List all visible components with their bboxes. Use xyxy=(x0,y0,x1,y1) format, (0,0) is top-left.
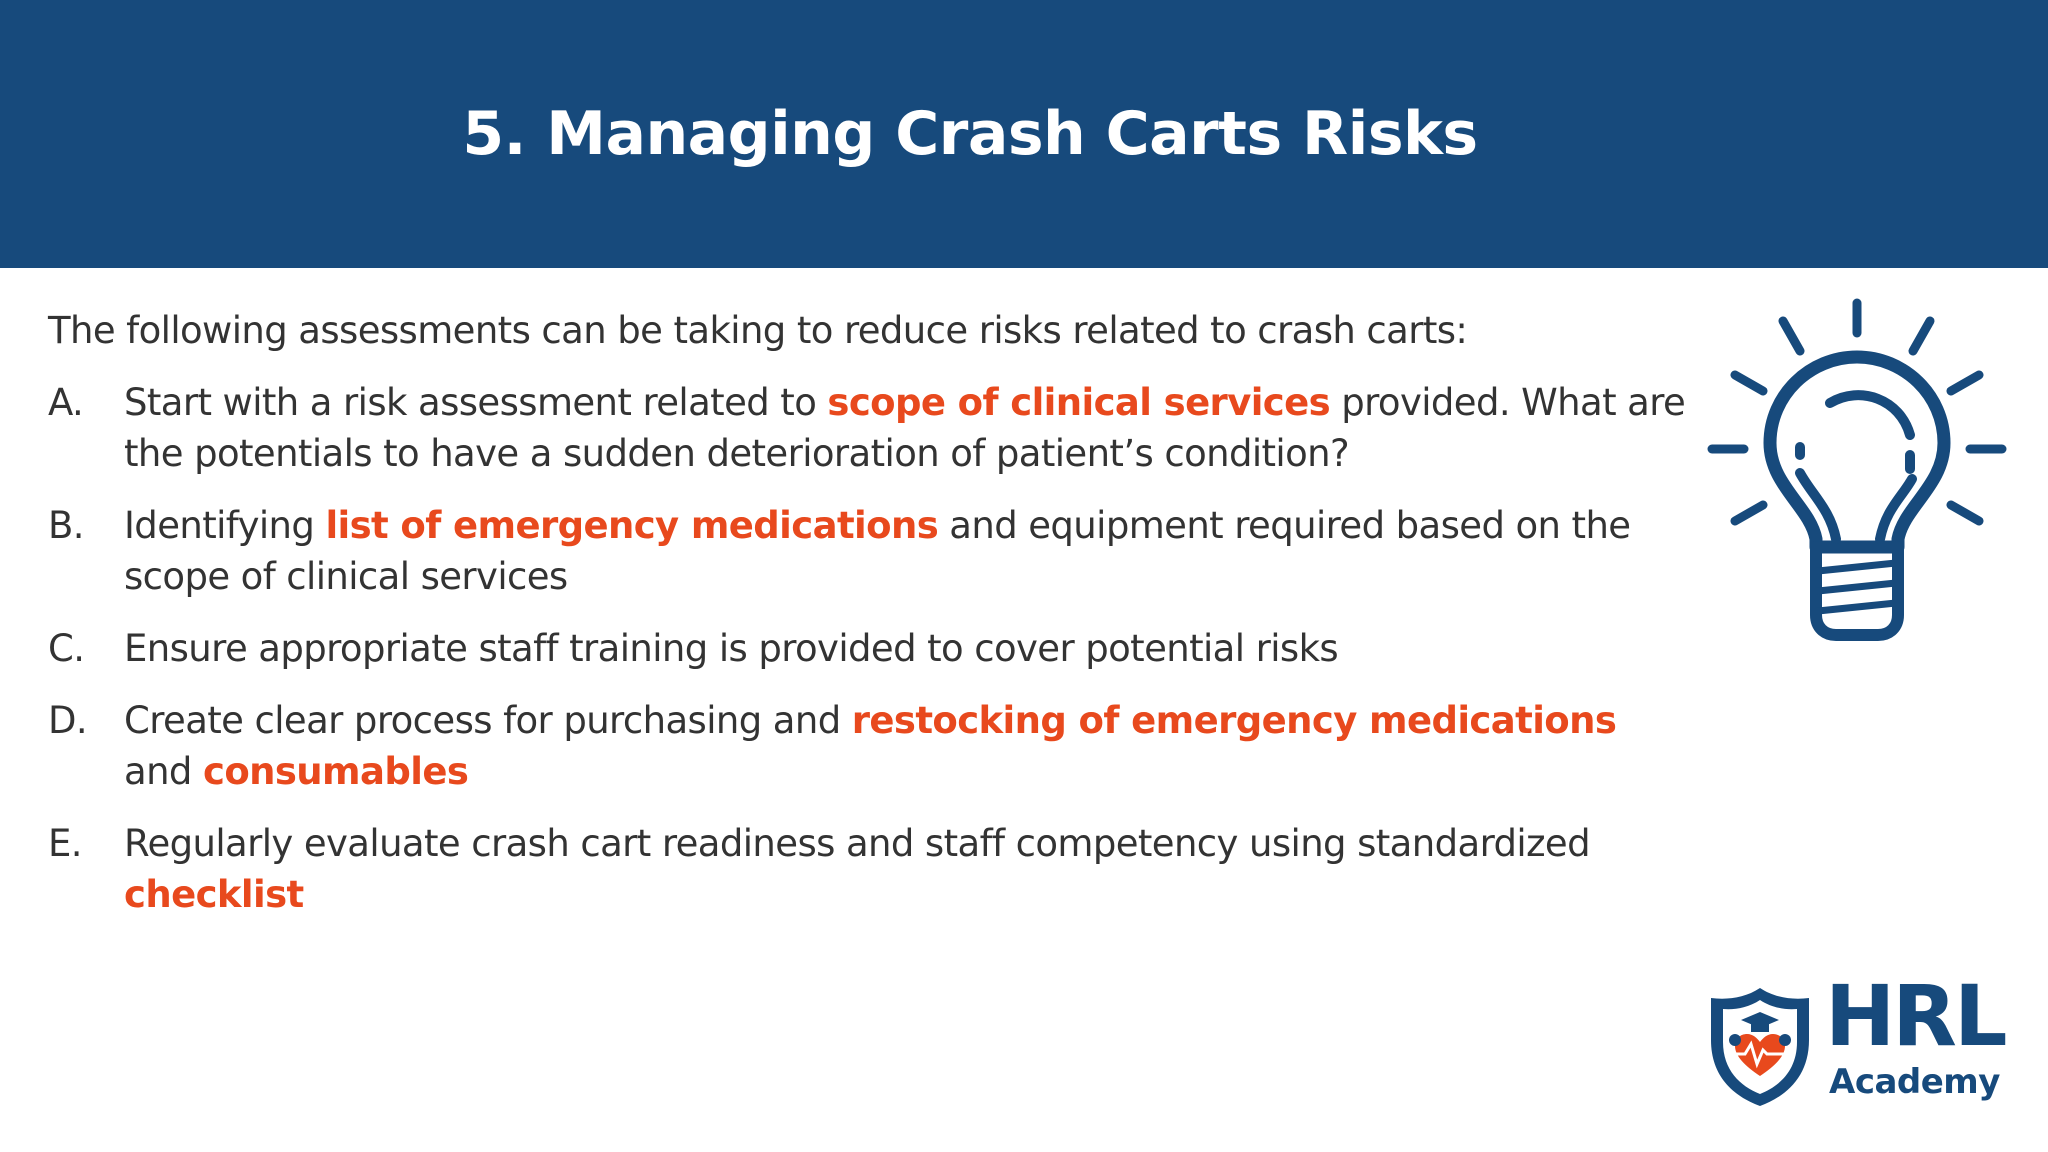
logo-name: HRL xyxy=(1825,967,2005,1065)
slide-body xyxy=(48,305,1688,941)
list-item-a xyxy=(48,377,1688,479)
text-run: Start with a risk assessment related to xyxy=(124,381,828,424)
lightbulb-icon xyxy=(1700,295,2016,675)
highlight-text: checklist xyxy=(124,873,304,916)
list-item-text xyxy=(124,500,1688,602)
list-marker: A. xyxy=(48,381,84,424)
list-item-text xyxy=(124,377,1688,479)
text-run: Regularly evaluate crash cart readiness and staff competency using standardized xyxy=(124,822,1590,865)
list-item-text xyxy=(124,623,1688,674)
list-item-text xyxy=(124,695,1688,797)
list-item-e xyxy=(48,818,1688,920)
list-marker: B. xyxy=(48,504,84,547)
shield-icon xyxy=(1705,984,1815,1110)
list-item-text xyxy=(124,818,1688,920)
text-run: provided. What are the potentials to have a sudden deterioration of patient’s condition? xyxy=(124,381,1686,475)
text-run: and equipment required based on the scope of clinical services xyxy=(124,504,1631,598)
hrl-academy-logo xyxy=(1705,967,2005,1110)
text-run: and xyxy=(124,750,203,793)
intro-text: The following assessments can be taking to reduce risks related to crash carts: xyxy=(48,309,1468,352)
highlight-text: restocking of emergency medications xyxy=(851,699,1617,742)
text-run: Identifying xyxy=(124,504,326,547)
highlight-text: scope of clinical services xyxy=(827,381,1331,424)
text-run: Ensure appropriate staff training is provided to cover potential risks xyxy=(124,627,1339,670)
text-run: Create clear process for purchasing and xyxy=(124,699,852,742)
list-item-c xyxy=(48,623,1688,674)
slide-title: 5. Managing Crash Carts Risks xyxy=(462,99,1478,169)
highlight-text: list of emergency medications xyxy=(325,504,939,547)
logo-subtitle: Academy xyxy=(1829,1062,2000,1102)
list-marker: E. xyxy=(48,822,82,865)
list-item-b xyxy=(48,500,1688,602)
highlight-text: consumables xyxy=(202,750,469,793)
list-item-d xyxy=(48,695,1688,797)
list-marker: D. xyxy=(48,699,88,742)
list-marker: C. xyxy=(48,627,85,670)
